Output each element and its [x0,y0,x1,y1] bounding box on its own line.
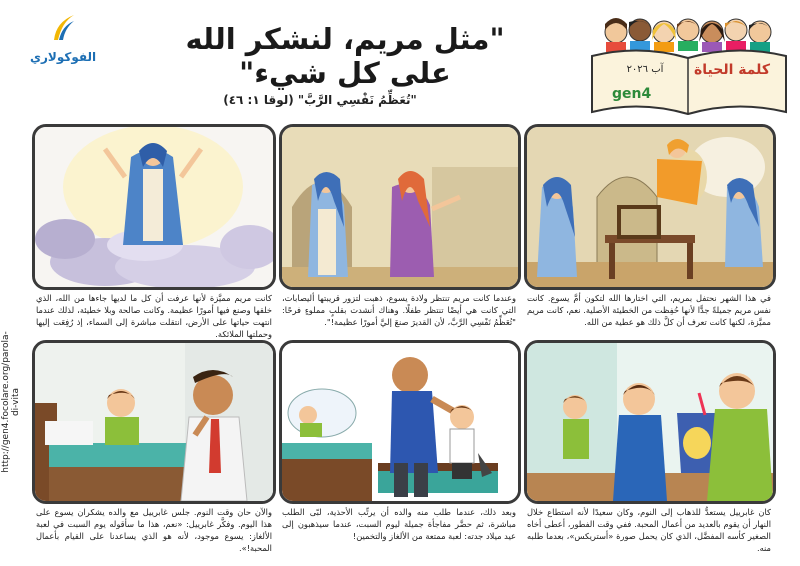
panel-3-illustration [35,127,273,287]
panel-4-breakfast [524,340,776,504]
focolare-logo-icon [50,12,76,42]
verse-reference: "تُعَظِّمُ نَفْسِي الرَّبَّ" (لوقا ١: ٤٦) [223,93,417,107]
panel-6-prayer [32,340,276,504]
panel-5-illustration [282,343,518,501]
book-date: آب ٢٠٢٦ [626,64,664,75]
panel-2-visitation [279,124,521,290]
book-title: كلمة الحياة [694,62,770,78]
caption-panel-3: كانت مريم مميَّزة لأنها عرفت أن كل ما لديها جاءها من الله، الذي خلقها وصنع فيها أمورًا عظيمة. وكانت صالحة وبلا خطيئة، لذلك عندما انتهت حياتها على الأرض، انتقلت مباشرة إلى السماء، إذ رُفِعَت إليها وحملتها الملائكة. [36,293,272,339]
panel-3-assumption [32,124,276,290]
panel-2-illustration [282,127,518,287]
panel-1-illustration [527,127,773,287]
caption-panel-6: والآن حان وقت النوم. جلس غابرييل مع والده يشكران يسوع على هذا اليوم. وفكَّر غابرييل: «نعم، هذا ما سأقوله يوم السبت في لعبة الألغاز: يسوع موجود، لأنه هو الذي يساعدنا على القيام بأعمال المحبة!». [36,507,272,553]
page-title: "مثل مريم، لنشكر الله على كل شيء" [185,22,505,90]
caption-panel-2: وعندما كانت مريم تنتظر ولادة يسوع، ذهبت لتزور قريبتها أليصابات، التي كانت هي أيضًا تنتظر طفلًا. وهناك أنشدت بقلبٍ مملوءٍ فرحًا: "تُعَظِّمُ نَفْسِي الرَّبَّ، لأن القديرَ صنعَ إليَّ أمورًا عظيمة!". [282,293,516,327]
panel-1-annunciation [524,124,776,290]
panel-6-illustration [35,343,273,501]
panel-4-illustration [527,343,773,501]
gen4-logo: gen4 [612,86,652,102]
caption-panel-4: كان غابرييل يستعدُّ للذهاب إلى النوم، وكان سعيدًا لأنه استطاع خلال النهار أن يقوم بالعديد من أعمال المحبة. ففي وقت الفطور، أعطى أخاه الصغير كأسه المفضَّل، الذي كان يحمل صورة «أستريكس»، بعدما طلبه منه. [527,507,771,553]
panel-5-shoes [279,340,521,504]
caption-panel-5: وبعد ذلك، عندما طلب منه والده أن يرتِّب الأحذية، لبّى الطلب مباشرة، ثم حضَّر مفاجأة جميلة ليوم السبت، عندما سيذهبون إلى عيد ميلاد جدته: لعبة ممتعة من الألغاز والتخمين! [282,507,516,541]
brand-name: الفوكولاري [30,50,97,64]
caption-panel-1: في هذا الشهر نحتفل بمريم، التي اختارها الله لتكون أمَّ يسوع. كانت نفس مريم جميلةً جدًّا لأنها حُفِظت من الخطيئة الأصلية. نعم، كانت مريم مميَّزة، لكنها كانت تعرف أن كلَّ ذلك هو عطية من الله. [527,293,771,327]
side-url: http://gen4.focolare.org/parola-di-vita [1,331,21,473]
